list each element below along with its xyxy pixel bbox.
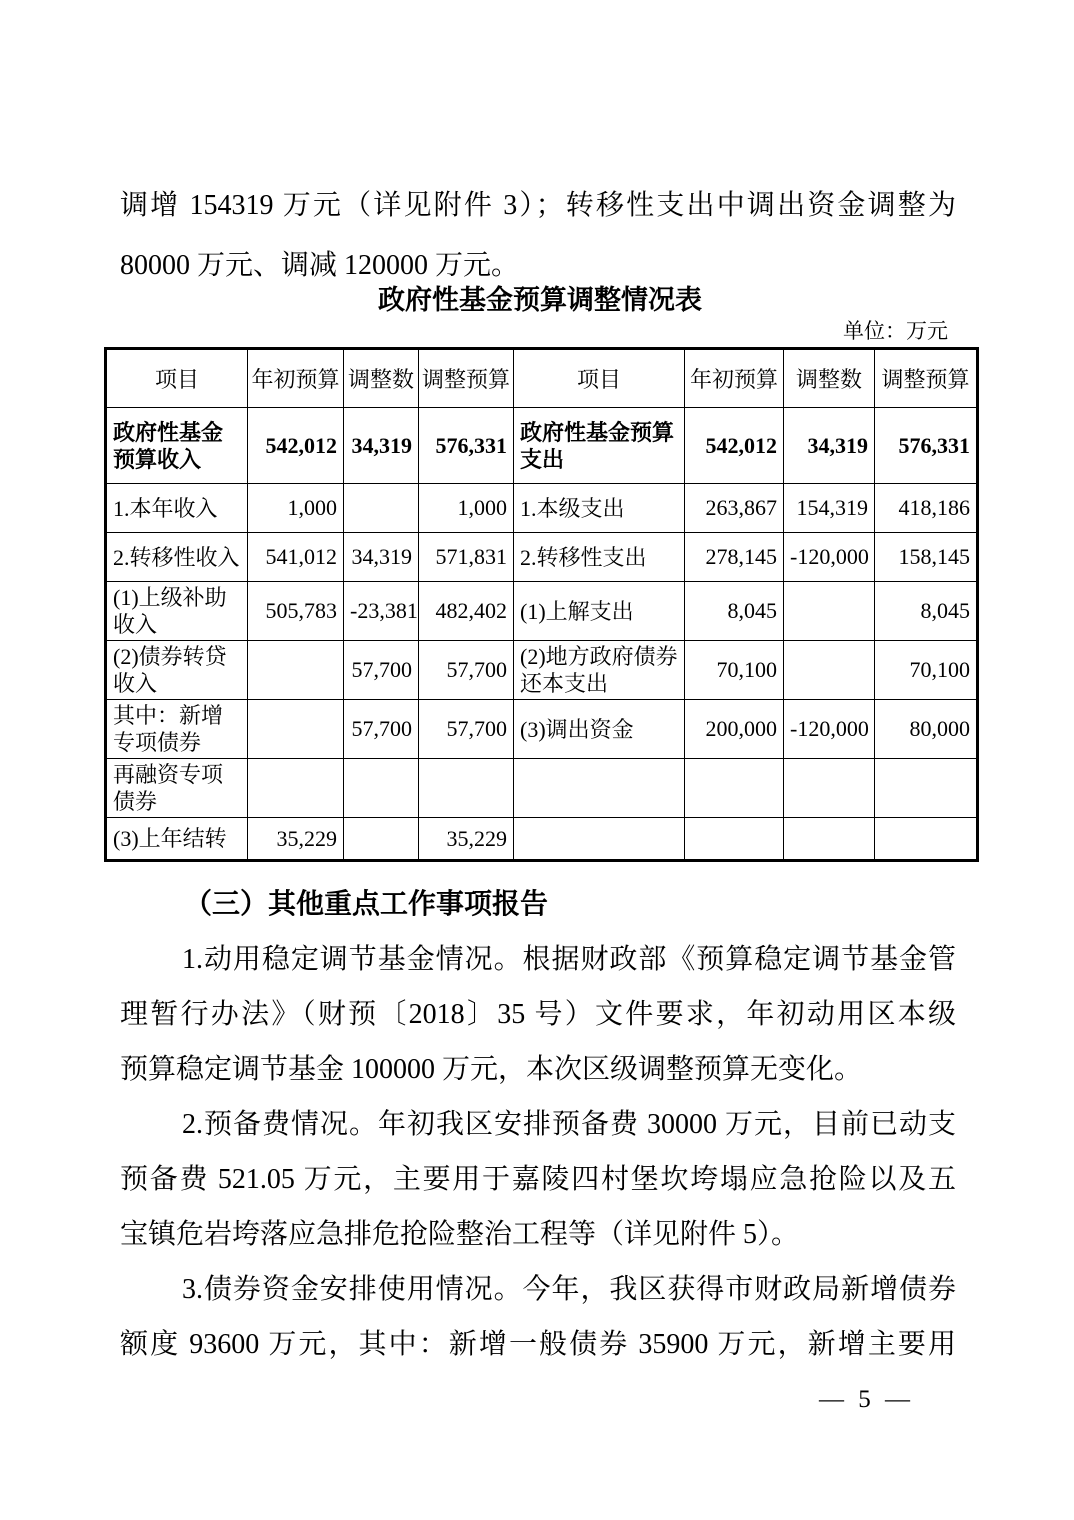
table-cell: 政府性基金预算支出 — [514, 408, 685, 484]
table-title: 政府性基金预算调整情况表 — [378, 285, 702, 315]
table-cell — [248, 641, 344, 700]
table-cell: 57,700 — [419, 700, 514, 759]
table-cell — [875, 818, 978, 861]
table-cell: (2)债券转贷收入 — [106, 641, 248, 700]
table-cell — [248, 700, 344, 759]
table-cell: 2.转移性收入 — [106, 533, 248, 582]
table-cell: 再融资专项债券 — [106, 759, 248, 818]
table-cell: 418,186 — [875, 484, 978, 533]
table-cell: 34,319 — [344, 533, 419, 582]
table-cell: (1)上级补助收入 — [106, 582, 248, 641]
table-row — [106, 759, 978, 818]
paragraph-line: 额度 93600 万元，其中：新增一般债券 35900 万元，新增主要用 — [120, 1329, 956, 1360]
table-cell: (3)调出资金 — [514, 700, 685, 759]
table-row — [106, 641, 978, 700]
table-cell: 1.本级支出 — [514, 484, 685, 533]
table-cell: 482,402 — [419, 582, 514, 641]
table-cell: 576,331 — [419, 408, 514, 484]
table-cell: 154,319 — [784, 484, 875, 533]
table-cell: 1.本年收入 — [106, 484, 248, 533]
intro-paragraph — [120, 176, 956, 296]
budget-table — [104, 347, 979, 862]
table-cell: 70,100 — [875, 641, 978, 700]
table-cell: 576,331 — [875, 408, 978, 484]
body-text — [120, 877, 956, 1372]
table-cell — [784, 582, 875, 641]
table-row — [106, 533, 978, 582]
table-cell: 542,012 — [248, 408, 344, 484]
table-cell: 158,145 — [875, 533, 978, 582]
table-cell: 8,045 — [875, 582, 978, 641]
table-cell: 政府性基金预算收入 — [106, 408, 248, 484]
intro-line: 80000 万元、调减 120000 万元。 — [120, 250, 520, 281]
table-cell — [685, 759, 784, 818]
table-cell — [685, 818, 784, 861]
col-header: 调整预算 — [419, 349, 514, 408]
page-number: — 5 — — [819, 1386, 914, 1413]
table-cell — [784, 759, 875, 818]
col-header: 项目 — [514, 349, 685, 408]
paragraph-line: 宝镇危岩垮落应急排危抢险整治工程等（详见附件 5）。 — [120, 1219, 800, 1250]
table-cell: (3)上年结转 — [106, 818, 248, 861]
unit-label: 单位：万元 — [843, 319, 948, 343]
table-cell: 57,700 — [344, 700, 419, 759]
table-cell — [419, 759, 514, 818]
paragraph-line: 3.债券资金安排使用情况。今年，我区获得市财政局新增债券 — [182, 1274, 956, 1305]
col-header: 调整数 — [344, 349, 419, 408]
col-header: 调整预算 — [875, 349, 978, 408]
section-heading: （三）其他重点工作事项报告 — [184, 889, 549, 920]
table-cell — [344, 759, 419, 818]
table-cell: (1)上解支出 — [514, 582, 685, 641]
table-cell: -120,000 — [784, 700, 875, 759]
table-cell — [248, 759, 344, 818]
table-row — [106, 700, 978, 759]
col-header: 调整数 — [784, 349, 875, 408]
table-cell: 8,045 — [685, 582, 784, 641]
table-cell: (2)地方政府债券还本支出 — [514, 641, 685, 700]
table-cell: 541,012 — [248, 533, 344, 582]
table-cell: 70,100 — [685, 641, 784, 700]
table-row — [106, 484, 978, 533]
table-cell: -23,381 — [344, 582, 419, 641]
table-cell: 57,700 — [344, 641, 419, 700]
col-header: 年初预算 — [248, 349, 344, 408]
table-row — [106, 818, 978, 861]
table-cell — [875, 759, 978, 818]
table-cell — [514, 759, 685, 818]
table-cell: 542,012 — [685, 408, 784, 484]
table-cell: 34,319 — [784, 408, 875, 484]
paragraph-line: 2.预备费情况。年初我区安排预备费 30000 万元，目前已动支 — [182, 1109, 956, 1140]
table-cell — [514, 818, 685, 861]
table-cell: 57,700 — [419, 641, 514, 700]
table-header-row — [106, 349, 978, 408]
table-cell: 34,319 — [344, 408, 419, 484]
col-header: 项目 — [106, 349, 248, 408]
table-cell — [784, 818, 875, 861]
table-cell: 35,229 — [248, 818, 344, 861]
col-header: 年初预算 — [685, 349, 784, 408]
table-cell: 1,000 — [419, 484, 514, 533]
table-cell: 571,831 — [419, 533, 514, 582]
table-cell: 35,229 — [419, 818, 514, 861]
table-cell — [784, 641, 875, 700]
paragraph-line: 预算稳定调节基金 100000 万元，本次区级调整预算无变化。 — [120, 1054, 863, 1085]
table-cell: 263,867 — [685, 484, 784, 533]
table-cell: -120,000 — [784, 533, 875, 582]
table-cell: 其中：新增专项债券 — [106, 700, 248, 759]
table-cell: 2.转移性支出 — [514, 533, 685, 582]
table-cell — [344, 818, 419, 861]
paragraph-line: 理暂行办法》（财预〔2018〕35 号）文件要求，年初动用区本级 — [120, 999, 956, 1030]
table-cell: 1,000 — [248, 484, 344, 533]
paragraph-line: 预备费 521.05 万元，主要用于嘉陵四村堡坎垮塌应急抢险以及五 — [120, 1164, 956, 1195]
table-row — [106, 408, 978, 484]
table-cell: 278,145 — [685, 533, 784, 582]
table-row — [106, 582, 978, 641]
paragraph-line: 1.动用稳定调节基金情况。根据财政部《预算稳定调节基金管 — [182, 944, 956, 975]
table-cell: 80,000 — [875, 700, 978, 759]
table-cell — [344, 484, 419, 533]
intro-line: 调增 154319 万元（详见附件 3）；转移性支出中调出资金调整为 — [120, 190, 956, 221]
table-cell: 505,783 — [248, 582, 344, 641]
table-cell: 200,000 — [685, 700, 784, 759]
